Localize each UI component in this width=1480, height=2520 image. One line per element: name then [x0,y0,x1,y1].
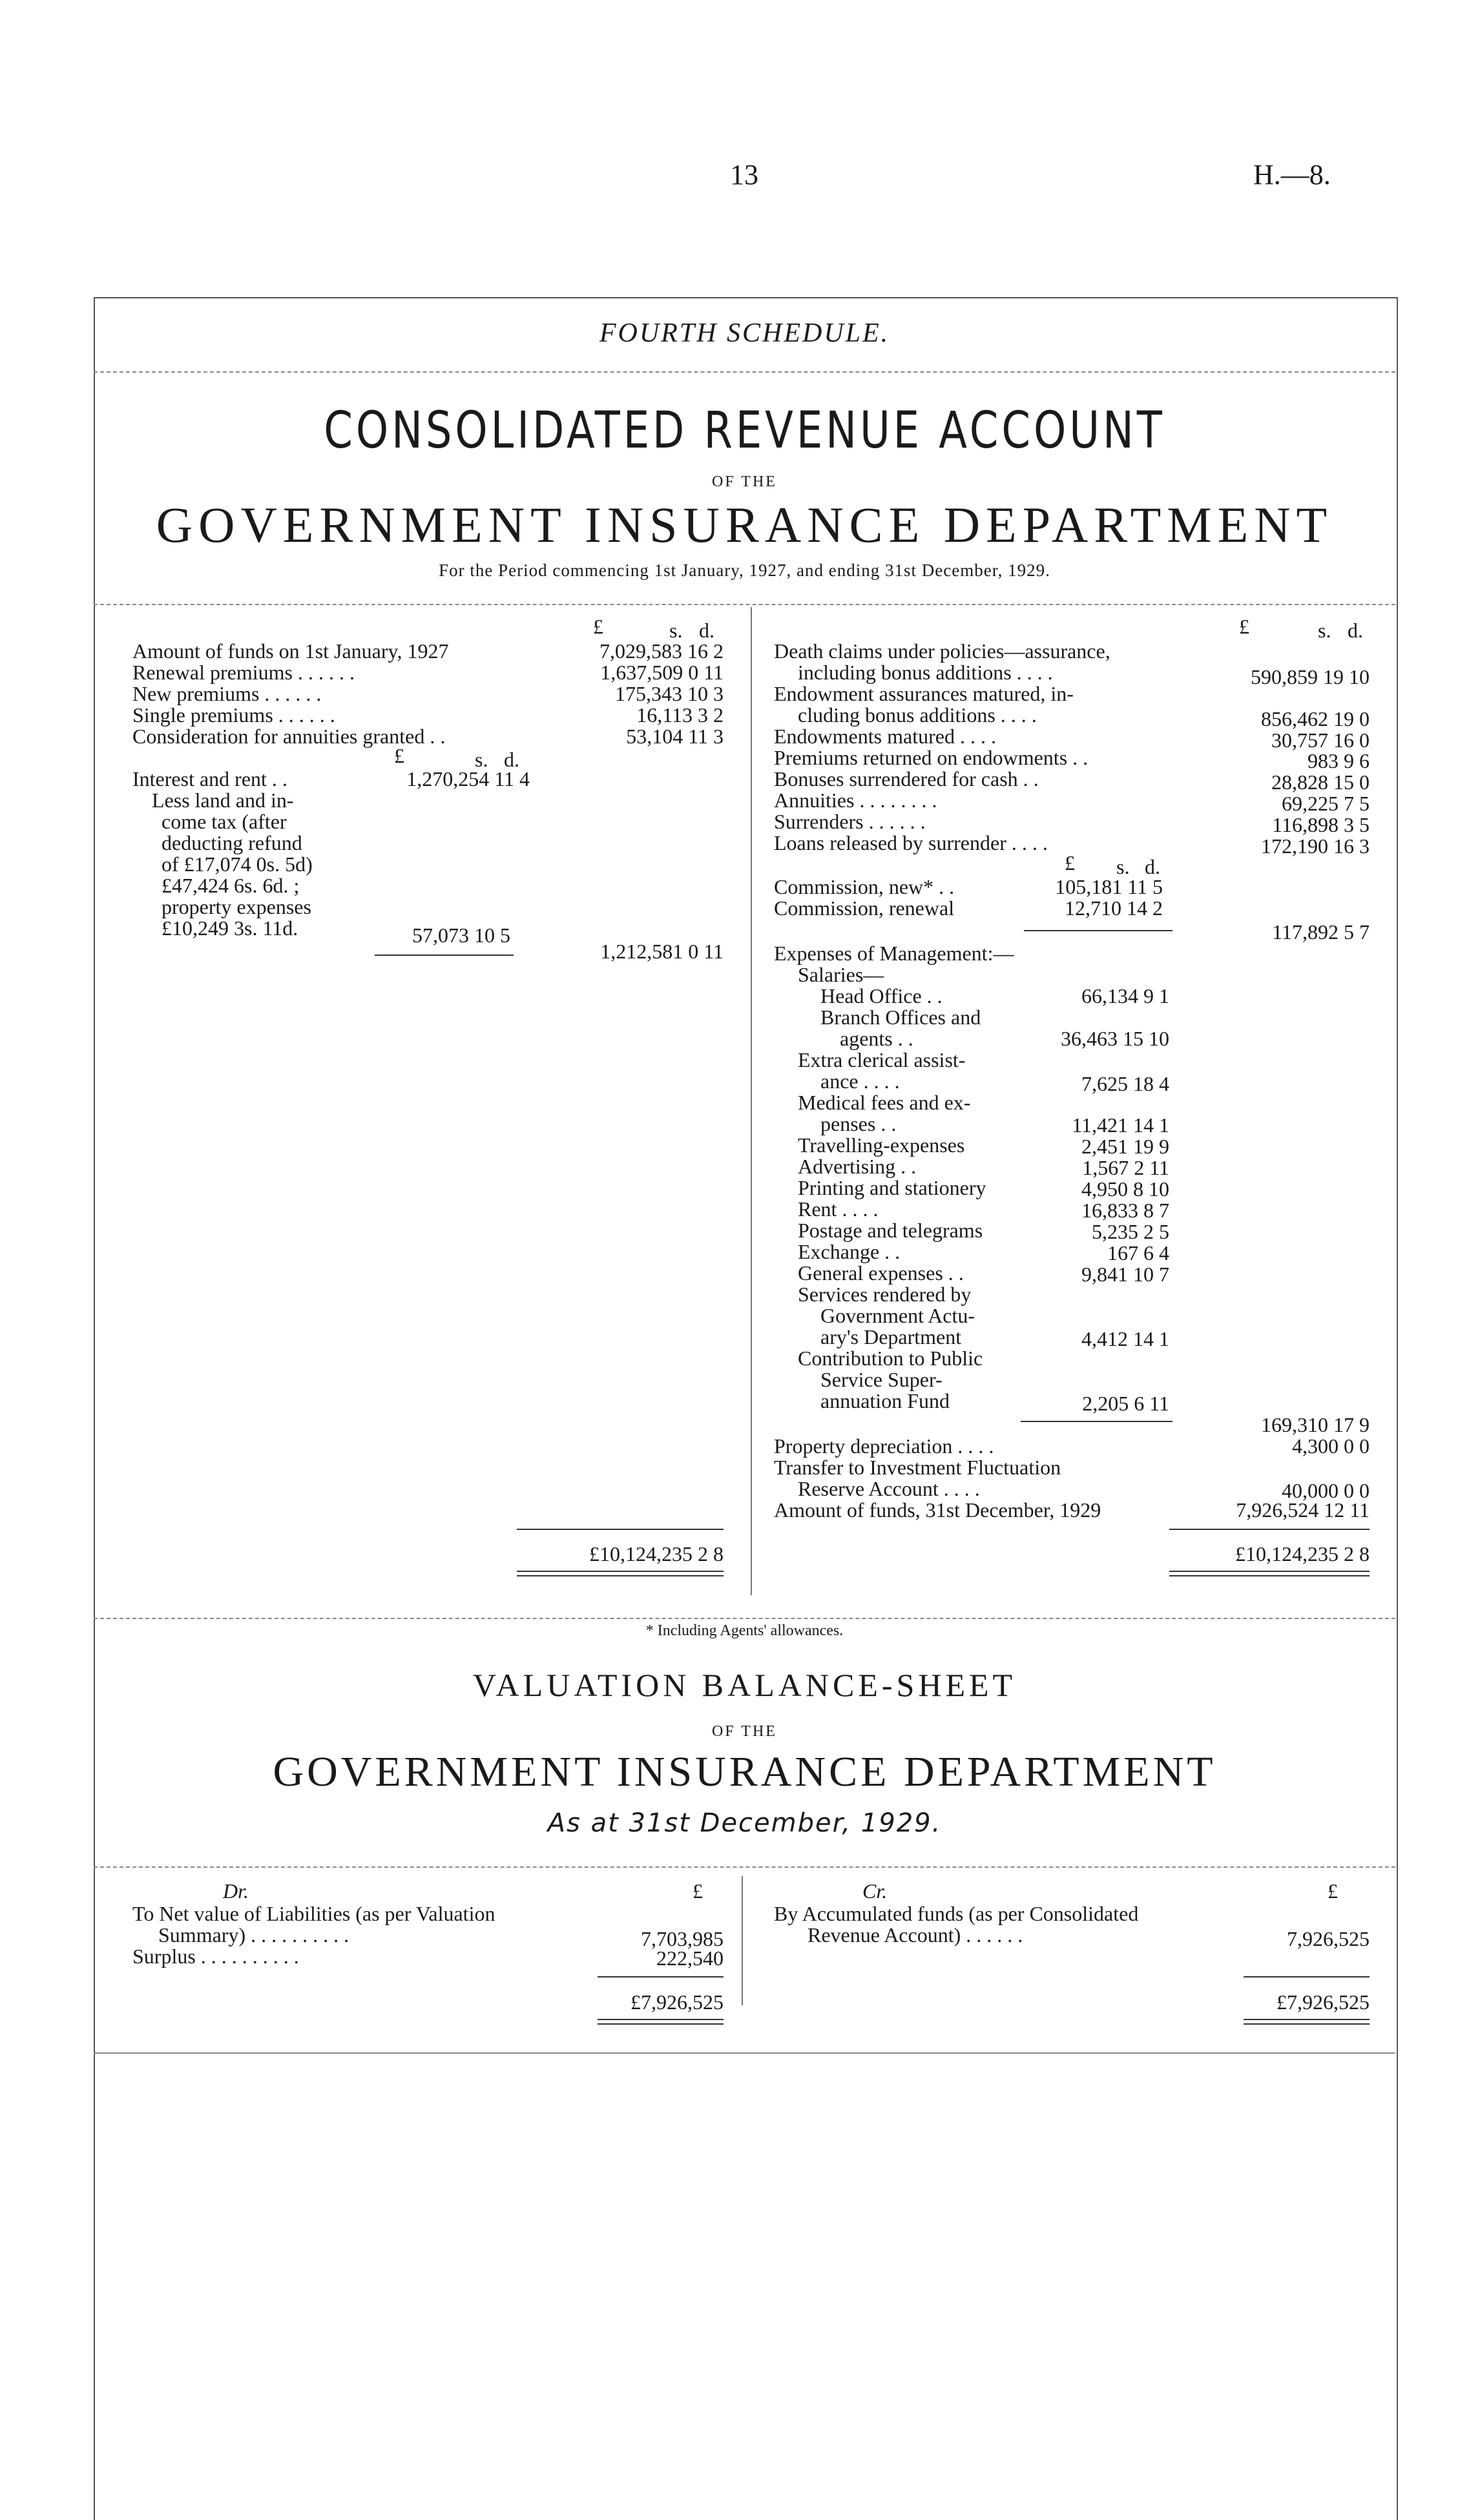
page-number: 13 [730,159,758,191]
pence-header: d. [1145,855,1160,878]
expense-amount: 4,950 8 10 [1081,1177,1169,1201]
commission-label: Commission, new* . . [774,875,955,898]
shilling-header: s. [669,619,683,642]
expense-label: agents . . [840,1027,913,1050]
expenditure-label: Endowment assurances matured, in- [774,682,1074,705]
expenditure-label: Reserve Account . . . . [798,1477,980,1500]
document-reference: H.—8. [1253,159,1331,191]
valuation-date: As at 31st December, 1929. [547,1808,942,1838]
expenditure-label: Premiums returned on endowments . . [774,746,1089,769]
less-line: property expenses [162,895,311,918]
total-double-rule [517,1571,724,1576]
expenditure-label: Amount of funds, 31st December, 1929 [774,1498,1101,1522]
expense-amount: 4,412 14 1 [1081,1327,1169,1350]
income-amount: 16,113 3 2 [636,703,724,727]
total-rule [1169,1529,1370,1530]
expenditure-amount: 172,190 16 3 [1261,834,1370,858]
expense-label: Government Actu- [820,1304,975,1327]
income-label: Single premiums . . . . . . [132,703,335,727]
expenses-total: 169,310 17 9 [1261,1413,1370,1436]
commission-total: 117,892 5 7 [1272,920,1370,944]
expense-label: Exchange . . [798,1240,901,1263]
net-interest-amount: 1,212,581 0 11 [600,940,724,963]
expense-amount: 1,567 2 11 [1082,1156,1169,1179]
divider [94,1618,1395,1619]
expense-label: Postage and telegrams [798,1219,983,1242]
footnote: * Including Agents' allowances. [645,1622,844,1639]
expense-label: Contribution to Public [798,1347,983,1370]
pence-header: d. [699,619,714,642]
less-line: of £17,074 0s. 5d) [162,852,313,876]
expense-label: Service Super- [820,1368,943,1391]
account-title: CONSOLIDATED REVENUE ACCOUNT [324,402,1165,460]
expense-amount: 7,625 18 4 [1081,1072,1169,1095]
expense-label: annuation Fund [820,1389,950,1412]
divider [94,371,1395,373]
expense-amount: 11,421 14 1 [1072,1113,1169,1137]
total-rule [598,1976,724,1978]
expenditure-label: Bonuses surrendered for cash . . [774,767,1039,790]
liability-label: To Net value of Liabilities (as per Valuation [132,1902,495,1925]
expense-label: Services rendered by [798,1283,972,1306]
commission-label: Commission, renewal [774,896,955,920]
of-the-label: OF THE [712,1723,777,1740]
less-line: £10,249 3s. 11d. [162,916,298,940]
expenditure-amount: 28,828 15 0 [1271,770,1370,794]
expense-label: Medical fees and ex- [798,1091,971,1114]
asset-label: By Accumulated funds (as per Consolidated [774,1902,1139,1925]
expense-label: Advertising . . [798,1155,917,1178]
income-label: Renewal premiums . . . . . . [132,661,355,684]
expenditure-amount: 69,225 7 5 [1282,792,1370,815]
asset-amount: 7,926,525 [1287,1927,1370,1950]
total-double-rule [598,2019,724,2025]
expense-amount: 16,833 8 7 [1081,1199,1169,1222]
expenditure-label: Surrenders . . . . . . [774,810,926,833]
pound-header: £ [1239,615,1249,638]
income-amount: 1,637,509 0 11 [600,661,724,684]
pound-header: £ [1065,851,1075,874]
period-line: For the Period commencing 1st January, 1927, and ending 31st December, 1929. [439,561,1050,580]
schedule-frame [94,297,1398,2520]
pence-header: d. [504,748,519,771]
expenditure-label: Property depreciation . . . . [774,1434,994,1458]
shilling-header: s. [475,748,488,771]
pound-header: £ [593,615,603,638]
expense-amount: 2,205 6 11 [1082,1392,1169,1415]
commission-amount: 105,181 11 5 [1055,875,1163,898]
expenditure-label: cluding bonus additions . . . . [798,703,1037,727]
expense-label: ary's Department [820,1325,962,1348]
shilling-header: s. [1116,855,1130,878]
salaries-title: Salaries— [798,963,884,986]
total-rule [517,1529,724,1530]
left-total: £10,124,235 2 8 [589,1542,724,1565]
dr-heading: Dr. [223,1879,249,1903]
expenditure-amount: 40,000 0 0 [1282,1479,1370,1502]
divider [94,1866,1395,1868]
expense-label: Printing and stationery [798,1176,986,1199]
total-double-rule [1169,1571,1370,1576]
expenditure-amount: 4,300 0 0 [1292,1434,1370,1458]
expense-amount: 9,841 10 7 [1081,1263,1169,1286]
cr-total: £7,926,525 [1277,1990,1370,2014]
column-divider [751,607,752,1595]
expenses-title: Expenses of Management:— [774,942,1014,965]
shilling-header: s. [1318,619,1331,642]
expense-label: penses . . [820,1112,897,1135]
income-label: Consideration for annuities granted . . [132,725,446,748]
commission-amount: 12,710 14 2 [1065,896,1163,920]
expense-label: Extra clerical assist- [798,1048,966,1071]
income-amount: 7,029,583 16 2 [599,639,724,663]
interest-amount: 1,270,254 11 4 [406,767,530,790]
total-rule [1244,1976,1370,1978]
less-line: deducting refund [162,831,302,854]
expenditure-label: Transfer to Investment Fluctuation [774,1456,1061,1479]
subtotal-rule [1021,1421,1173,1422]
expenditure-amount: 590,859 19 10 [1251,665,1370,688]
subtotal-rule [1024,930,1173,931]
income-amount: 53,104 11 3 [626,725,724,748]
income-amount: 175,343 10 3 [615,682,724,705]
schedule-title: FOURTH SCHEDULE. [599,318,890,348]
valuation-department: GOVERNMENT INSURANCE DEPARTMENT [273,1748,1216,1795]
pence-header: d. [1348,619,1363,642]
expenditure-label: Death claims under policies—assurance, [774,639,1110,663]
dr-total: £7,926,525 [631,1990,724,2014]
surplus-amount: 222,540 [656,1947,724,1970]
divider [94,604,1395,605]
expense-label: Head Office . . [820,984,943,1007]
valuation-title: VALUATION BALANCE-SHEET [472,1667,1017,1703]
expenditure-amount: 856,462 19 0 [1261,707,1370,730]
less-amount: 57,073 10 5 [412,924,510,947]
less-line: Less land and in- [152,789,294,812]
right-total: £10,124,235 2 8 [1235,1542,1370,1565]
less-line: come tax (after [162,810,287,833]
expense-amount: 36,463 15 10 [1061,1027,1169,1050]
expense-label: Branch Offices and [820,1006,981,1029]
department-title: GOVERNMENT INSURANCE DEPARTMENT [156,497,1333,553]
expense-label: General expenses . . [798,1261,964,1285]
expenditure-label: Loans released by surrender . . . . [774,831,1048,854]
expense-label: Rent . . . . [798,1197,879,1221]
income-label: New premiums . . . . . . [132,682,322,705]
asset-label: Revenue Account) . . . . . . [808,1923,1023,1947]
income-label: Amount of funds on 1st January, 1927 [132,639,449,663]
expenditure-label: Annuities . . . . . . . . [774,789,937,812]
liability-label: Surplus . . . . . . . . . . [132,1945,299,1968]
expenditure-amount: 116,898 3 5 [1272,813,1370,836]
expenditure-label: including bonus additions . . . . [798,661,1053,684]
divider [94,2052,1395,2054]
liability-amount: 7,703,985 [641,1927,724,1950]
expense-label: ance . . . . [820,1069,900,1093]
expenditure-amount: 983 9 6 [1308,749,1370,772]
expenditure-label: Endowments matured . . . . [774,725,996,748]
cr-heading: Cr. [862,1879,888,1903]
pound-header: £ [693,1879,703,1903]
column-divider [742,1876,743,2005]
subtotal-rule [375,955,514,956]
total-double-rule [1244,2019,1370,2025]
of-the-label: OF THE [712,473,777,490]
expense-amount: 2,451 19 9 [1081,1135,1169,1158]
expenditure-amount: 7,926,524 12 11 [1236,1498,1370,1522]
expense-amount: 66,134 9 1 [1081,984,1169,1007]
less-line: £47,424 6s. 6d. ; [162,874,300,897]
expense-label: Travelling-expenses [798,1133,965,1157]
expense-amount: 5,235 2 5 [1092,1220,1169,1243]
pound-header: £ [394,744,404,767]
expenditure-amount: 30,757 16 0 [1271,728,1370,752]
interest-label: Interest and rent . . [132,767,287,790]
liability-label: Summary) . . . . . . . . . . [158,1923,349,1947]
expense-amount: 167 6 4 [1107,1241,1169,1265]
pound-header: £ [1328,1879,1338,1903]
